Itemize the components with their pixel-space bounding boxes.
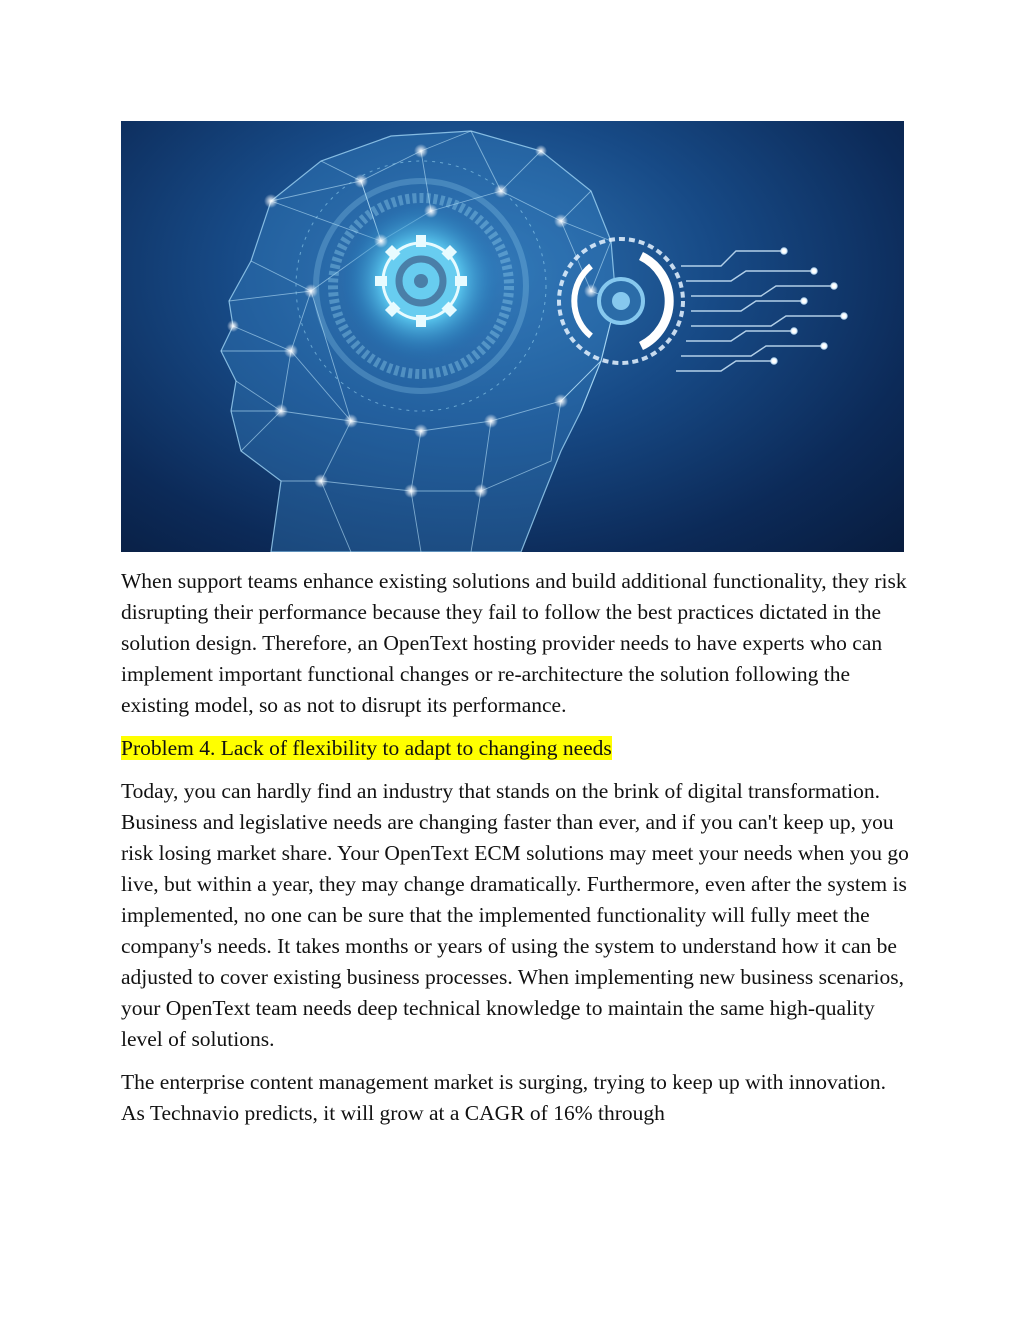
- ai-head-illustration: [121, 121, 904, 552]
- article-body: [121, 566, 911, 1141]
- paragraph-support-teams: When support teams enhance existing solutions and build additional functionality, they risk disrupting their performance because they fail to follow the best practices dictated in the solution design. Therefore, an OpenText hosting provider needs to have experts who can implement important functional changes or re-architecture the solution following the existing model, so as not to disrupt its performance.: [121, 569, 907, 717]
- highlighted-heading-text: Problem 4. Lack of flexibility to adapt to changing needs: [121, 736, 612, 760]
- paragraph-ecm-market: The enterprise content management market is surging, trying to keep up with innovation. As Technavio predicts, it will grow at a CAGR of 16% through: [121, 1070, 887, 1125]
- ai-head-graphic: [121, 121, 904, 552]
- paragraph-digital-transformation: Today, you can hardly find an industry that stands on the brink of digital transformation. Business and legislative needs are changing faster than ever, and if you can't keep up, you risk losing market share. Your OpenText ECM solutions may meet your needs when you go live, but within a year, they may change dramatically. Furthermore, even after the system is implemented, no one can be sure that the implemented functionality will fully meet the company's needs. It takes months or years of using the system to understand how it can be adjusted to cover existing business processes. When implementing new business scenarios, your OpenText team needs deep technical knowledge to maintain the same high-quality level of solutions.: [121, 779, 909, 1051]
- section-heading: [121, 733, 911, 764]
- center-gear-icon: [375, 235, 467, 327]
